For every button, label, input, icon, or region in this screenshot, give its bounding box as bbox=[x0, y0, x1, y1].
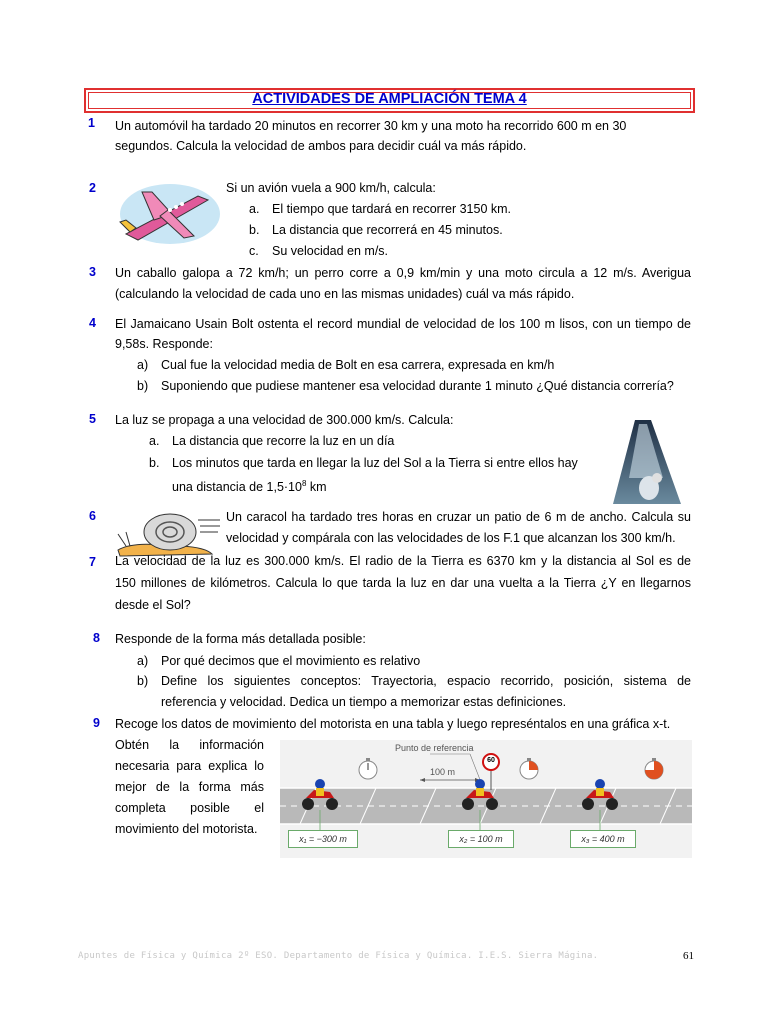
q8-item-b-line-1: Define los siguientes conceptos: Trayectoria, espacio recorrido, posición, sistema de bbox=[161, 674, 691, 688]
q1-line-2: segundos. Calcula la velocidad de ambos para decidir cuál va más rápido. bbox=[115, 139, 527, 153]
stopwatch-icon bbox=[645, 758, 663, 779]
q4-item-b: Suponiendo que pudiese mantener esa velocidad durante 1 minuto ¿Qué distancia correría? bbox=[161, 379, 674, 393]
q3-line-1: Un caballo galopa a 72 km/h; un perro corre a 0,9 km/min y una moto circula a 12 m/s. Averigua bbox=[115, 266, 691, 280]
lamp-light-icon bbox=[611, 418, 683, 506]
q5-item-a: La distancia que recorre la luz en un día bbox=[172, 434, 395, 448]
question-number: 4 bbox=[89, 316, 96, 330]
position-label-3: x₃ = 400 m bbox=[570, 830, 636, 848]
question-number: 6 bbox=[89, 509, 96, 523]
list-marker: a. bbox=[149, 434, 160, 448]
list-marker: c. bbox=[249, 244, 259, 258]
list-marker: b) bbox=[137, 379, 149, 393]
position-label-2: x₂ = 100 m bbox=[448, 830, 514, 848]
list-marker: a) bbox=[137, 654, 149, 668]
list-marker: a. bbox=[249, 202, 260, 216]
question-number: 1 bbox=[88, 116, 95, 130]
question-number: 2 bbox=[89, 181, 96, 195]
q4-line-1: El Jamaicano Usain Bolt ostenta el record mundial de velocidad de los 100 m lisos, con un tiempo de bbox=[115, 317, 691, 331]
q4-line-2: 9,58s. Responde: bbox=[115, 337, 213, 351]
q5-item-b-cont: una distancia de $1,5\cdot 10^8$ km bbox=[172, 479, 327, 495]
q9-line-1: Recoge los datos de movimiento del motorista en una tabla y luego represéntalos en una gráfica x-t. bbox=[115, 717, 671, 731]
q5-intro: La luz se propaga a una velocidad de 300.000 km/s. Calcula: bbox=[115, 413, 454, 427]
reference-point-label: Punto de referencia bbox=[395, 743, 474, 753]
q9-side-1: Obtén la información bbox=[115, 738, 264, 752]
airplane-icon bbox=[112, 176, 222, 248]
position-label-1: x₁ = −300 m bbox=[288, 830, 358, 848]
q8-item-b-line-2: referencia y velocidad. Dedica un tiempo a memorizar estas definiciones. bbox=[161, 695, 567, 709]
q7-line-3: desde el Sol? bbox=[115, 598, 191, 612]
list-marker: b. bbox=[149, 456, 160, 470]
page-number: 61 bbox=[683, 950, 694, 962]
q8-item-a: Por qué decimos que el movimiento es relativo bbox=[161, 654, 421, 668]
q2-item-a: El tiempo que tardará en recorrer 3150 km. bbox=[272, 202, 512, 216]
motorcycle-diagram bbox=[280, 740, 692, 858]
list-marker: b) bbox=[137, 674, 149, 688]
stopwatch-icon bbox=[520, 758, 538, 779]
question-number: 5 bbox=[89, 412, 96, 426]
q9-side-3: mejor de la forma más bbox=[115, 780, 264, 794]
q6-line-1: Un caracol ha tardado tres horas en cruzar un patio de 6 m de ancho. Calcula su bbox=[226, 510, 691, 524]
q1-line-1: Un automóvil ha tardado 20 minutos en recorrer 30 km y una moto ha recorrido 600 m en 30 bbox=[115, 119, 627, 133]
q9-side-5: movimiento del motorista. bbox=[115, 822, 258, 836]
q2-intro: Si un avión vuela a 900 km/h, calcula: bbox=[226, 181, 436, 195]
page-title: ACTIVIDADES DE AMPLIACIÓN TEMA 4 bbox=[252, 91, 527, 107]
q7-line-2: 150 millones de kilómetros. Calcula lo que tarda la luz en dar una vuelta a la Tierra ¿Y en llegarnos bbox=[115, 576, 691, 590]
q9-side-4: completa posible el bbox=[115, 801, 264, 815]
snail-icon bbox=[112, 506, 222, 558]
q2-item-b: La distancia que recorrerá en 45 minutos. bbox=[272, 223, 503, 237]
q9-side-2: necesaria para explica lo bbox=[115, 759, 264, 773]
q2-item-c: Su velocidad en m/s. bbox=[272, 244, 389, 258]
list-marker: b. bbox=[249, 223, 260, 237]
q4-item-a: Cual fue la velocidad media de Bolt en esa carrera, expresada en km/h bbox=[161, 358, 555, 372]
list-marker: a) bbox=[137, 358, 149, 372]
speed-limit-sign: 60 bbox=[487, 757, 495, 764]
question-number: 7 bbox=[89, 555, 96, 569]
footer-text: Apuntes de Física y Química 2º ESO. Departamento de Física y Química. I.E.S. Sierra Mágina. bbox=[78, 951, 599, 961]
q5-item-b: Los minutos que tarda en llegar la luz del Sol a la Tierra si entre ellos hay bbox=[172, 456, 578, 470]
q6-line-2: velocidad y compárala con las velocidades de los F.1 que alcanzan los 300 km/h. bbox=[226, 531, 676, 545]
q8-intro: Responde de la forma más detallada posible: bbox=[115, 632, 366, 646]
question-number: 9 bbox=[93, 716, 100, 730]
question-number: 8 bbox=[93, 631, 100, 645]
q7-line-1: La velocidad de la luz es 300.000 km/s. El radio de la Tierra es 6370 km y la distancia al Sol es de bbox=[115, 554, 691, 568]
stopwatch-icon bbox=[359, 758, 377, 779]
question-number: 3 bbox=[89, 265, 96, 279]
distance-label: 100 m bbox=[430, 767, 456, 777]
q3-line-2: (calculando la velocidad de cada uno en las mismas unidades) cuál va más rápido. bbox=[115, 287, 575, 301]
